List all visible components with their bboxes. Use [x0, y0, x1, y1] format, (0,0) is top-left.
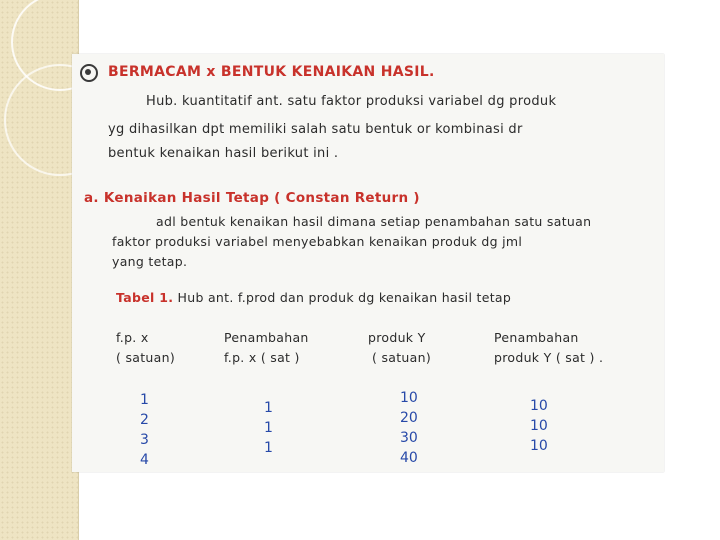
header-add-produk-1: Penambahan — [494, 330, 579, 345]
table-caption — [116, 290, 511, 305]
table-cell: 1 — [264, 440, 273, 456]
table-cell: 1 — [264, 400, 273, 416]
table-cell: 20 — [400, 410, 418, 426]
column-produk-values — [400, 388, 418, 468]
table-caption-text: Hub ant. f.prod dan produk dg kenaikan hasil tetap — [177, 290, 512, 305]
column-add-produk-values — [530, 396, 548, 456]
header-produk-1: produk Y — [368, 330, 426, 345]
table-caption-label: Tabel 1. — [116, 290, 174, 305]
section-a-line-1: adl bentuk kenaikan hasil dimana setiap penambahan satu satuan — [156, 214, 592, 229]
notes-title: BERMACAM x BENTUK KENAIKAN HASIL. — [108, 64, 435, 80]
table-cell: 10 — [530, 438, 548, 454]
intro-line-3: bentuk kenaikan hasil berikut ini . — [108, 146, 339, 161]
header-add-fpx-1: Penambahan — [224, 330, 309, 345]
column-add-fpx-values — [264, 398, 273, 458]
section-a-title: a. Kenaikan Hasil Tetap ( Constan Return ) — [84, 190, 420, 206]
table-cell: 4 — [140, 452, 149, 468]
bullet-dot-icon — [85, 69, 91, 75]
table-cell: 40 — [400, 450, 418, 466]
handwritten-notes-photo — [72, 54, 664, 472]
column-fpx-values — [140, 390, 149, 470]
header-add-produk-2: produk Y ( sat ) . — [494, 350, 604, 365]
table-cell: 30 — [400, 430, 418, 446]
section-a-line-2: faktor produksi variabel menyebabkan kenaikan produk dg jml — [112, 234, 523, 249]
table-cell: 10 — [400, 390, 418, 406]
table-cell: 3 — [140, 432, 149, 448]
header-fpx-2: ( satuan) — [116, 350, 176, 365]
table-cell: 10 — [530, 418, 548, 434]
section-a-line-3: yang tetap. — [112, 254, 188, 269]
table-cell: 10 — [530, 398, 548, 414]
intro-line-2: yg dihasilkan dpt memiliki salah satu bentuk or kombinasi dr — [108, 122, 523, 137]
table-cell: 1 — [140, 392, 149, 408]
table-cell: 2 — [140, 412, 149, 428]
header-fpx-1: f.p. x — [116, 330, 149, 345]
table-cell: 1 — [264, 420, 273, 436]
header-produk-2: ( satuan) — [372, 350, 432, 365]
intro-line-1: Hub. kuantitatif ant. satu faktor produksi variabel dg produk — [146, 94, 557, 109]
header-add-fpx-2: f.p. x ( sat ) — [224, 350, 300, 365]
